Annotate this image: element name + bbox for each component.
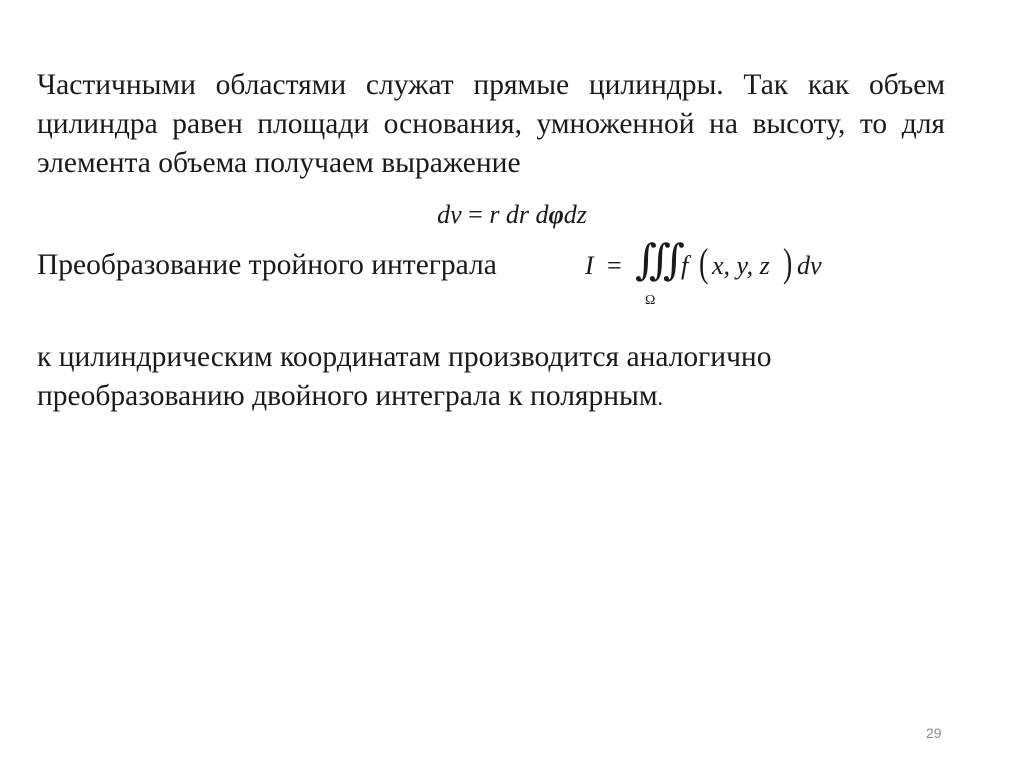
conclusion-line-2-text: преобразованию двойного интеграла к полярным — [37, 380, 658, 412]
conclusion-period: . — [657, 385, 664, 410]
formula-dv-equals: = — [468, 200, 483, 229]
page-number: 29 — [926, 725, 942, 741]
triple-integral-sign: ∭ — [635, 238, 674, 284]
transform-label: Преобразование тройного интеграла — [37, 249, 497, 281]
conclusion-paragraph — [37, 338, 945, 417]
integral-equals: = — [607, 251, 622, 280]
intro-paragraph: Частичными областями служат прямые цилиндры. Так как объем цилиндра равен площади основания, умноженной на высоту, то для элемента объема получаем выражение — [37, 69, 945, 179]
integral-open-paren: ( — [698, 240, 709, 285]
volume-element-formula — [0, 195, 1024, 235]
formula-dv-phi: φ — [548, 200, 564, 229]
integral-lhs: I — [585, 251, 594, 280]
integral-domain-omega: Ω — [645, 293, 656, 308]
conclusion-line-1: к цилиндрическим координатам производится аналогично — [37, 341, 772, 373]
conclusion-line-2 — [37, 377, 945, 417]
formula-dv-rhs-start: r dr d — [489, 200, 549, 229]
integral-differential: dv — [797, 251, 822, 280]
integral-function: f — [681, 251, 689, 280]
integral-arguments: x, y, z — [712, 251, 770, 280]
formula-dv-lhs: dv — [437, 200, 462, 229]
formula-dv-rhs-end: dz — [563, 200, 587, 229]
integral-close-paren: ) — [782, 240, 793, 285]
